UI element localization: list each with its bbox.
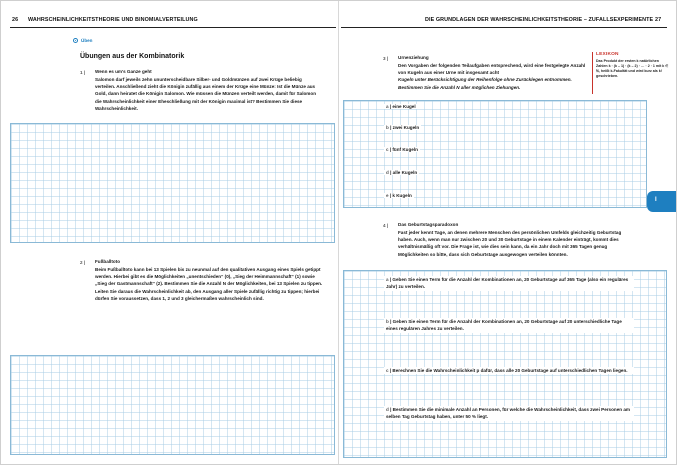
answer-grid-ex3[interactable] — [343, 100, 647, 208]
exercise-3-number: 3 | — [383, 56, 389, 61]
exercise-3-text-b: Kugeln unter Berücksichtigung der Reihenfolge ohne Zurücklegen entnommen. Bestimmen Sie die Anzahl N aller möglichen Ziehungen. — [398, 77, 572, 90]
exercise-2-number: 2 | — [80, 260, 86, 265]
answer-grid-ex1[interactable] — [10, 123, 335, 243]
ex3-part-c: c | fünf Kugeln — [386, 147, 418, 152]
ex3-part-a: a | eine Kugel — [386, 104, 416, 109]
exercise-1-text: Salomon darf jeweils zehn ununterscheidbare Silber- und Goldmünzen auf zwei Krüge beliebig verteilen. Anschließend zieht die Königin zufällig aus einem der Krüge eine Münze: Ist die Münze aus Gold, dann heiratet die Königin Salomon. Wie müssen die Münzen verteilt werden, damit für Salomon die Wahrscheinlichkeit einer Eheschließung mit der Königin maximal ist? Bestimmen Sie diese Wahrscheinlichkeit. — [95, 76, 316, 112]
left-header-rule — [10, 27, 336, 28]
ex4-part-d: d | Bestimmen Sie die minimale Anzahl an Personen, für welche die Wahrscheinlichkeit, dass zwei Personen am selben Tag Geburtstag haben, unter 50 % liegt. — [384, 406, 634, 421]
chapter-side-tab[interactable]: I — [647, 191, 677, 212]
online-label[interactable]: Üben — [73, 38, 92, 43]
glossary-box — [592, 52, 670, 94]
right-header-rule — [341, 27, 667, 28]
left-page-number: 26 — [12, 17, 19, 23]
glossary-text: Das Produkt der ersten k natürlichen Zahlen k · (k – 1) · (k – 2) · … · 2 · 1 mit k ∈ ℕ, heißt k-Fakultät und wird kurz als k! geschrieben. — [596, 59, 669, 78]
exercise-2-title: Fußballtoto — [95, 259, 121, 264]
glossary-title: LEXIKON — [596, 52, 619, 57]
ex3-part-d: d | alle Kugeln — [386, 170, 418, 175]
right-running-title: DIE GRUNDLAGEN DER WAHRSCHEINLICHKEITSTHEORIE – ZUFALLSEXPERIMENTE — [425, 17, 654, 23]
exercise-3-title: Urnenziehung — [398, 55, 429, 60]
book-spine — [338, 0, 339, 465]
exercise-4-text: Fast jeder kennt Tage, an denen mehrere Menschen des persönlichen Umfelds gleichzeitig Geburtstag haben. Auch, wenn man nur zwischen 20 und 30 Geburtstage in einem Kalender einträgt, kommt dies verhältnismäßig oft vor. Die Frage ist, wie dies sein kann, da ein Jahr doch mit 365 Tagen genug Möglichkeiten so bitte, dass sich Geburtstage ausgewogen verteilen könnten. — [398, 229, 622, 257]
ex4-part-b: b | Geben Sie einen Term für die Anzahl der Kombinationen an, 20 Geburtstage auf 20 unterschiedliche Tage eines regulären Jahres zu verteilen. — [384, 318, 634, 333]
ex3-part-e: e | k Kugeln — [386, 193, 412, 198]
ex3-part-b: b | zwei Kugeln — [386, 125, 420, 130]
section-title: Übungen aus der Kombinatorik — [80, 53, 185, 60]
answer-grid-ex2[interactable] — [10, 355, 335, 455]
exercise-2-text: Beim Fußballtoto kann bei 13 Spielen bis zu neunmal auf den qualitativen Ausgang eines Spiels getippt werden. Hierbei gibt es die Möglichkeiten „unentschieden“ (0), „Sieg der Heimmannschaft“ (1) sowie „Sieg der Gastmannschaft“ (2). Bestimmen Sie die Anzahl N der Möglichkeiten, bei 13 Spielen zu tippen. Leiten Sie daraus die Wahrscheinlichkeit ab, den Ausgang aller Spiele zufällig richtig zu tippen; hierbei dürfen Sie voraussetzen, dass 1, 2 und 3 gleichermaßen wahrscheinlich sind. — [95, 266, 323, 302]
right-page-number: 27 — [655, 17, 662, 23]
exercise-3-text-a: Den Vorgaben der folgenden Teilaufgaben entsprechend, wird eine festgelegte Anzahl von Kugeln aus einer Urne mit insgesamt acht — [398, 62, 586, 75]
exercise-4-number: 4 | — [383, 223, 389, 228]
exercise-1-number: 1 | — [80, 70, 86, 75]
left-running-title: WAHRSCHEINLICHKEITSTHEORIE UND BINOMIALVERTEILUNG — [28, 17, 198, 23]
ex4-part-a: a | Geben Sie einen Term für die Anzahl der Kombinationen an, 20 Geburtstage auf 365 Tage (also ein reguläres Jahr) zu verteilen. — [384, 276, 634, 291]
exercise-4-title: Das Geburtstagsparadoxon — [398, 222, 459, 227]
online-cd-icon — [73, 38, 78, 43]
exercise-1-title: Wenn es um's Ganze geht — [95, 69, 152, 74]
ex4-part-c: c | Berechnen Sie die Wahrscheinlichkeit p dafür, dass alle 20 Geburtstage auf unterschiedlichen Tagen liegen. — [384, 367, 634, 374]
answer-grid-ex4[interactable] — [343, 270, 667, 458]
